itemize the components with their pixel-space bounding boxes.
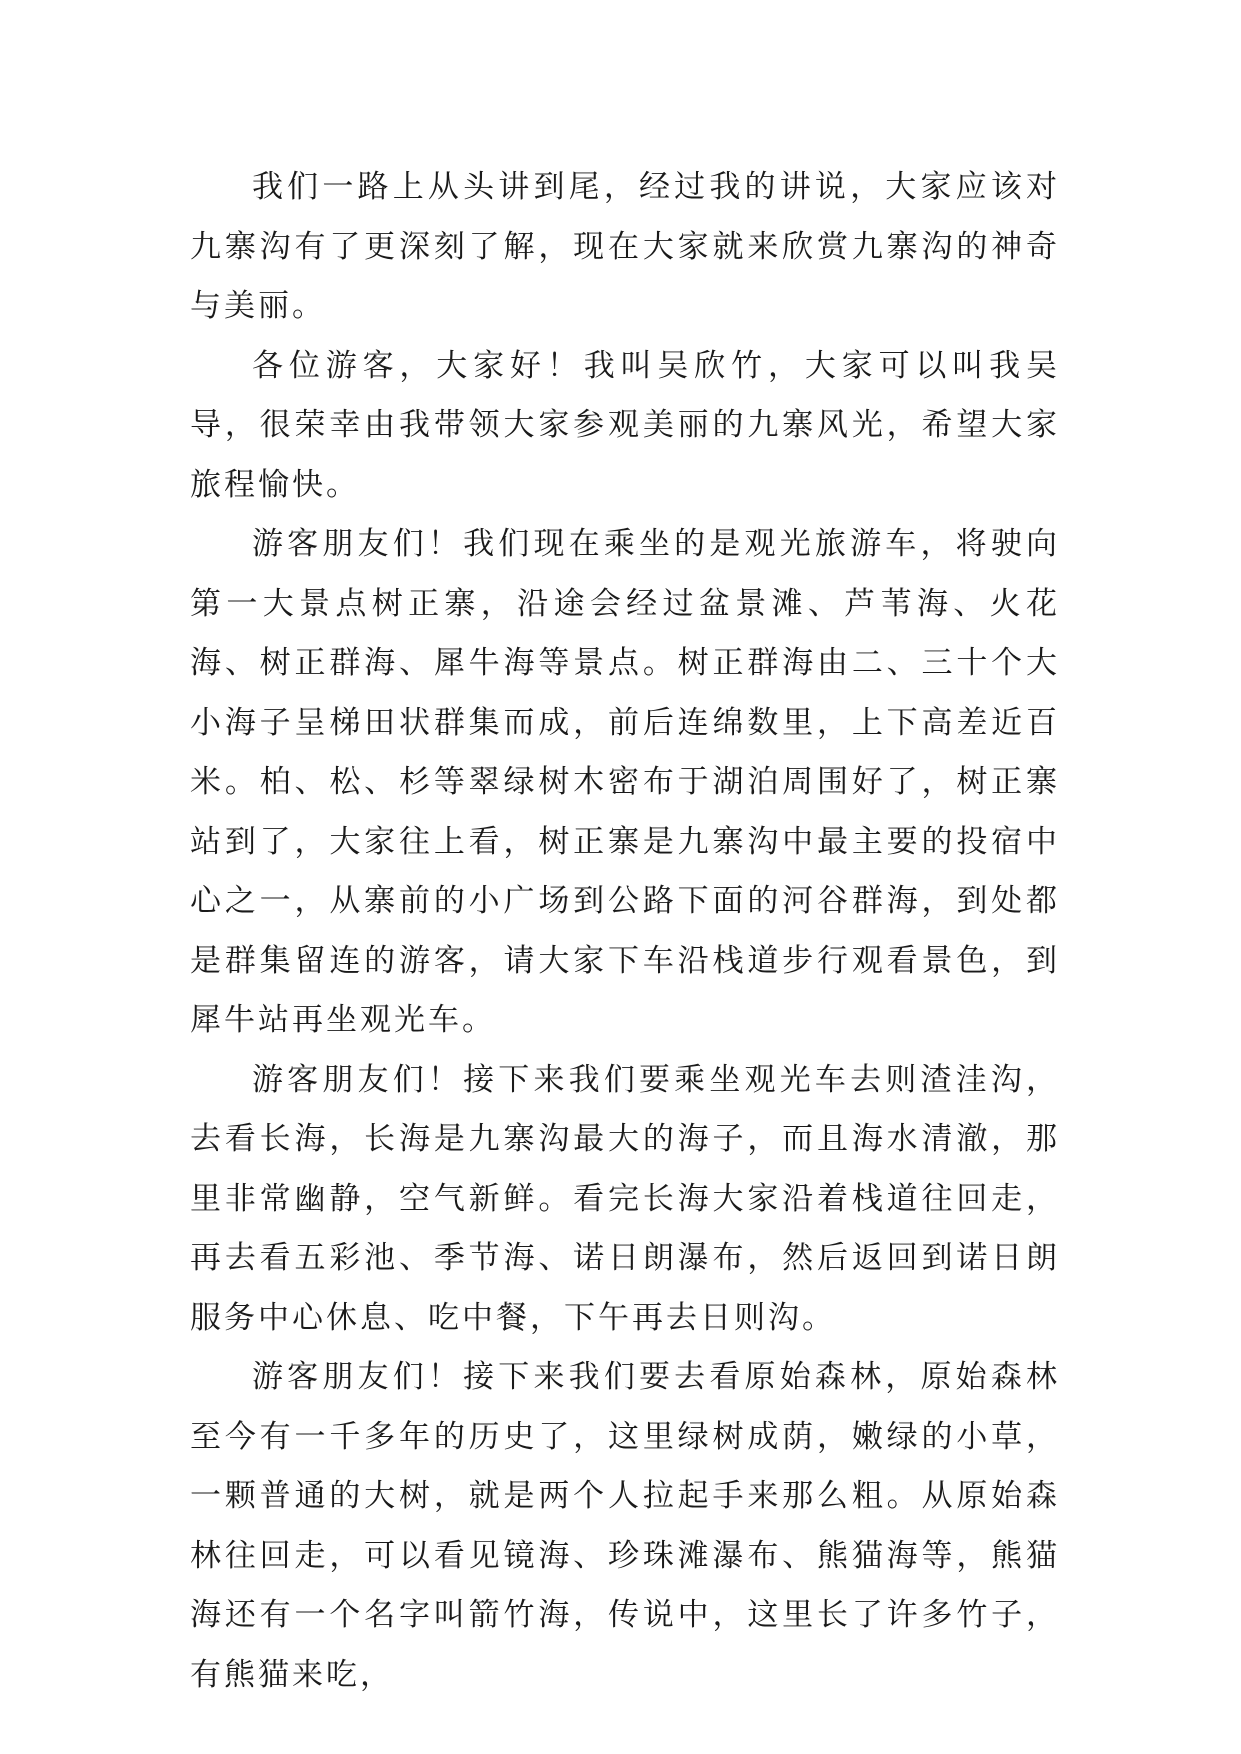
document-body xyxy=(190,158,1060,1705)
paragraph-5: 游客朋友们！接下来我们要去看原始森林，原始森林至今有一千多年的历史了，这里绿树成荫，嫩绿的小草，一颗普通的大树，就是两个人拉起手来那么粗。从原始森林往回走，可以看见镜海、珍珠滩瀑布、熊猫海等，熊猫海还有一个名字叫箭竹海，传说中，这里长了许多竹子，有熊猫来吃， xyxy=(190,1359,1060,1693)
paragraph-4: 游客朋友们！接下来我们要乘坐观光车去则渣洼沟，去看长海，长海是九寨沟最大的海子，而且海水清澈，那里非常幽静，空气新鲜。看完长海大家沿着栈道往回走，再去看五彩池、季节海、诺日朗瀑布，然后返回到诺日朗服务中心休息、吃中餐，下午再去日则沟。 xyxy=(190,1061,1060,1336)
paragraph-1: 我们一路上从头讲到尾，经过我的讲说，大家应该对九寨沟有了更深刻了解，现在大家就来欣赏九寨沟的神奇与美丽。 xyxy=(190,169,1060,324)
paragraph-3: 游客朋友们！我们现在乘坐的是观光旅游车，将驶向第一大景点树正寨，沿途会经过盆景滩、芦苇海、火花海、树正群海、犀牛海等景点。树正群海由二、三十个大小海子呈梯田状群集而成，前后连绵数里，上下高差近百米。柏、松、杉等翠绿树木密布于湖泊周围好了，树正寨站到了，大家往上看，树正寨是九寨沟中最主要的投宿中心之一，从寨前的小广场到公路下面的河谷群海，到处都是群集留连的游客，请大家下车沿栈道步行观看景色，到犀牛站再坐观光车。 xyxy=(190,526,1060,1038)
paragraph-2: 各位游客，大家好！我叫吴欣竹，大家可以叫我吴导，很荣幸由我带领大家参观美丽的九寨风光，希望大家旅程愉快。 xyxy=(190,347,1060,503)
